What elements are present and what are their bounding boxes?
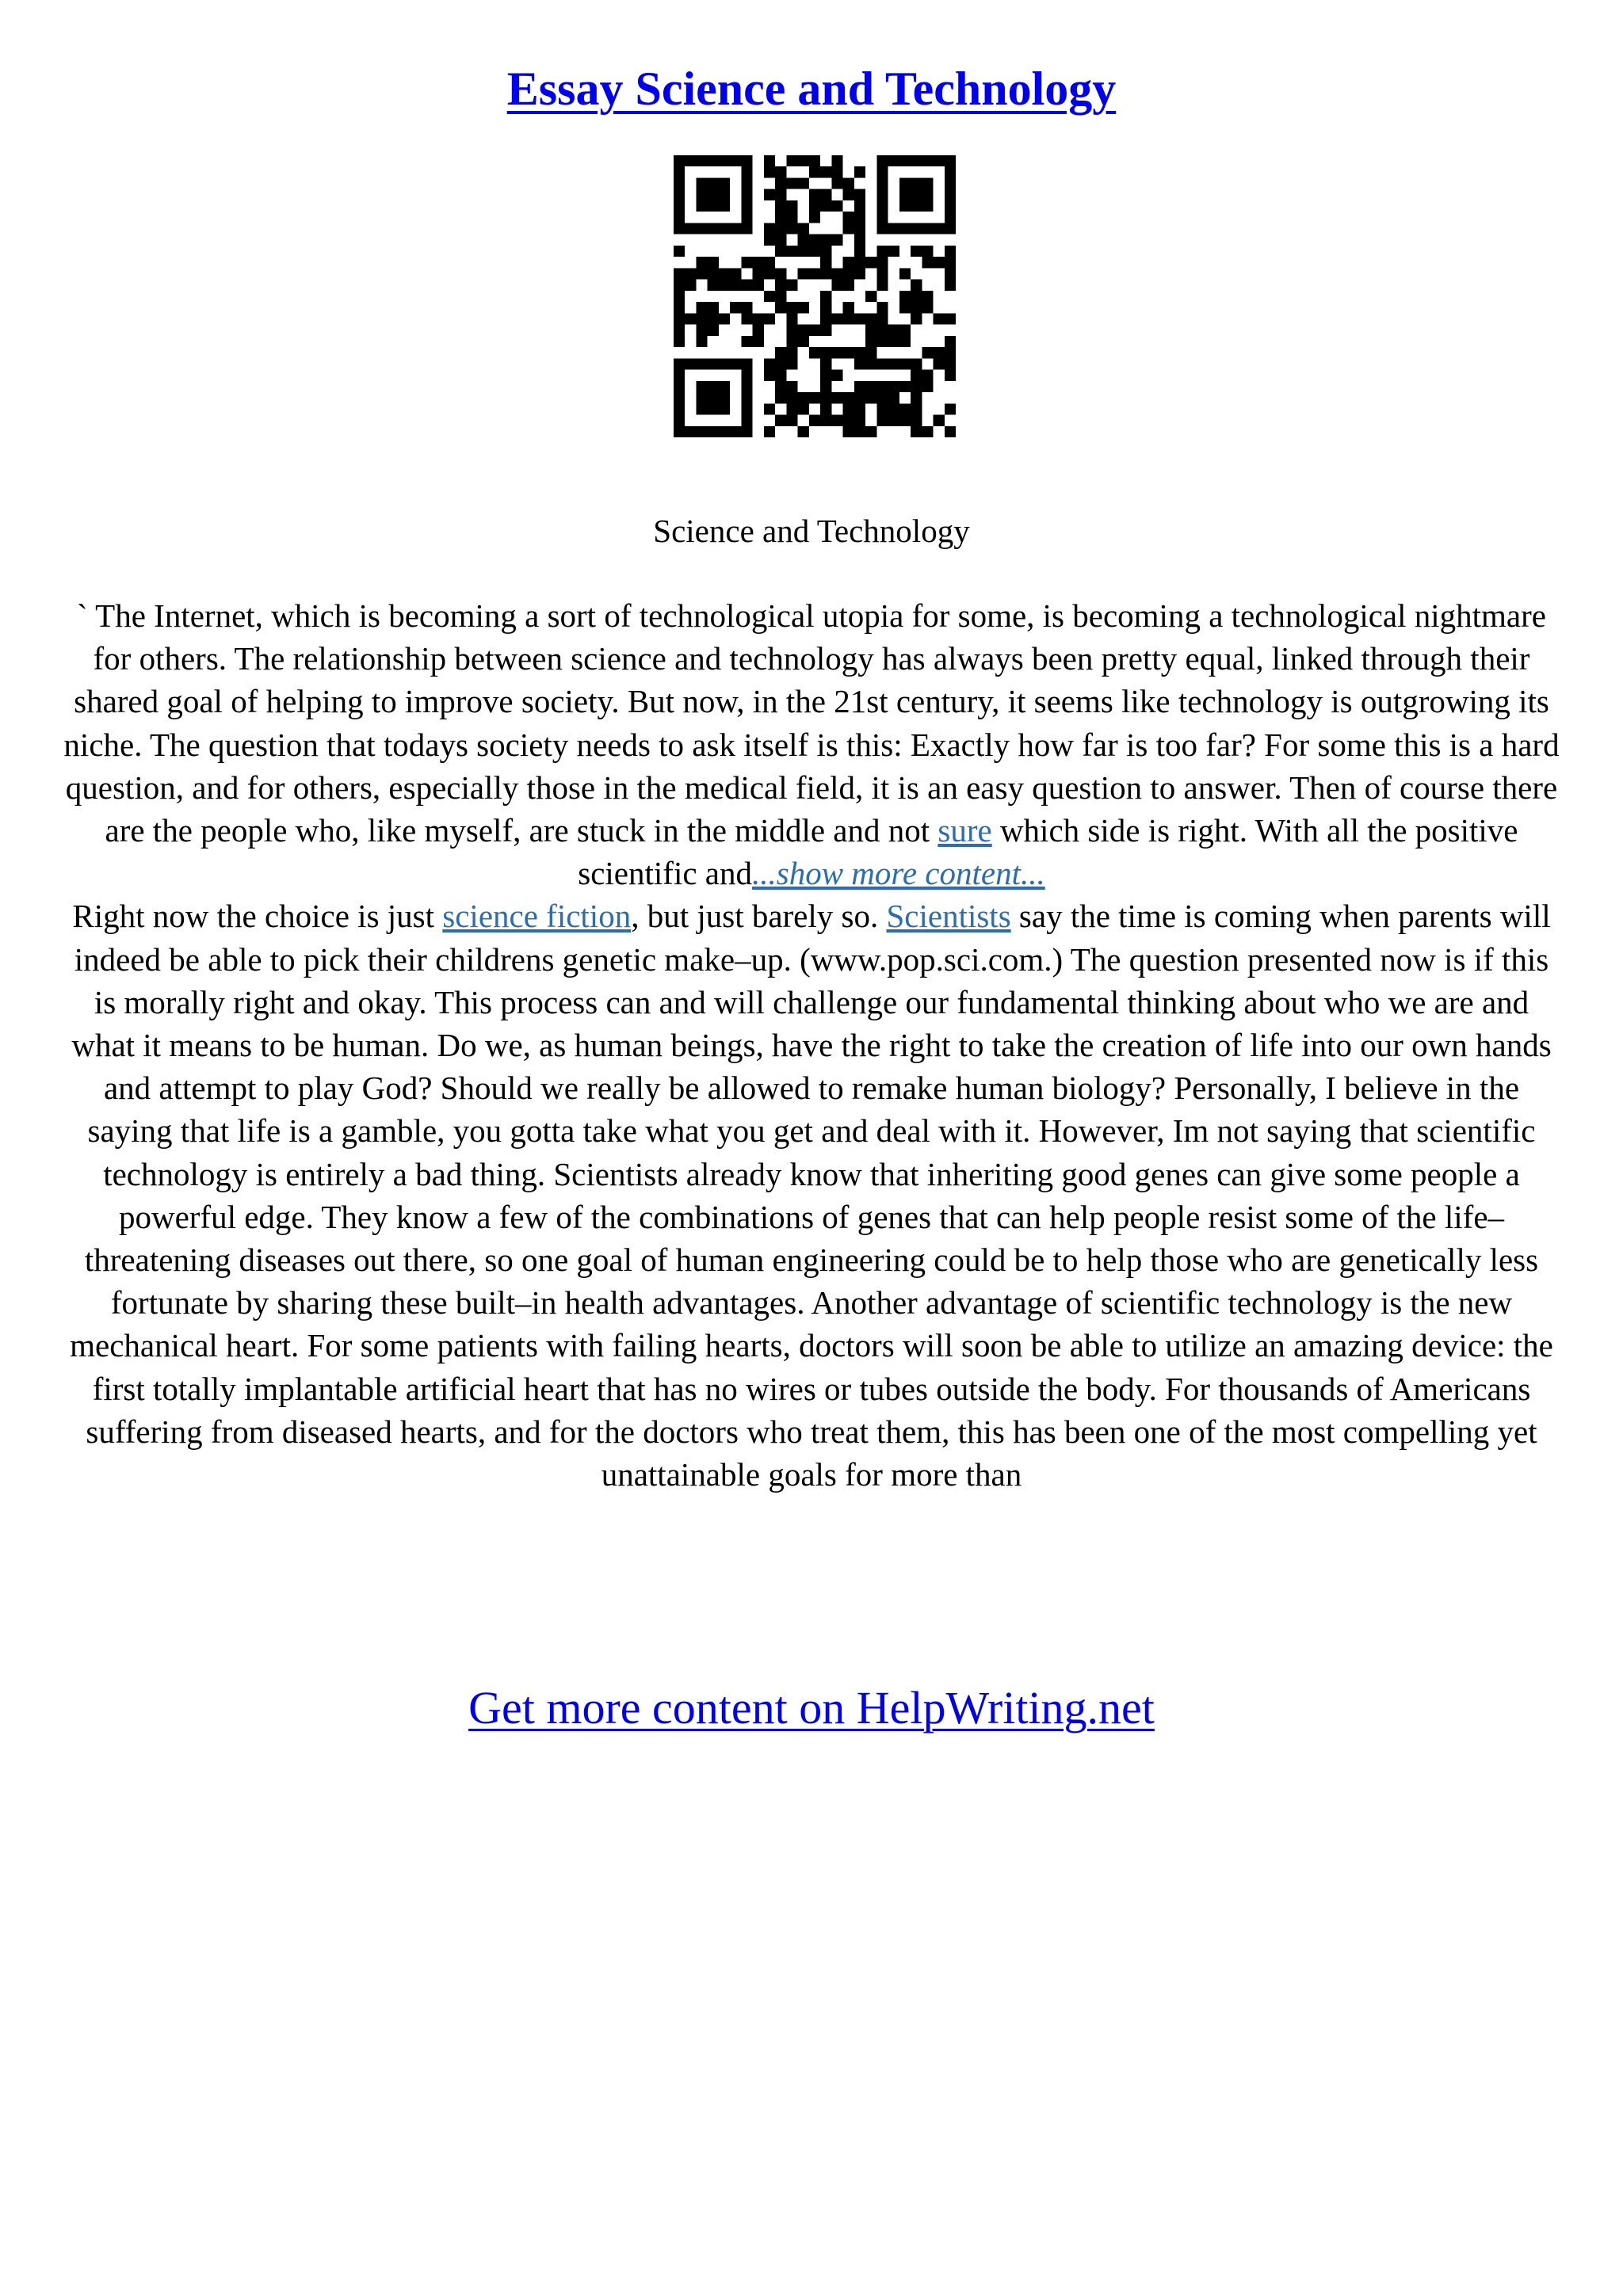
paragraph-2-text-c: say the time is coming when parents will indeed be able to pick their childrens genetic make–up. (www.pop.sci.com.) The question presented now is if this is morally right and okay. This process can and will challenge our fundamental thinking about who we are and what it means to be human. Do we, as human beings, have the right to take the creation of life into our own hands and attempt to play God? Should we really be allowed to remake human biology? Personally, I believe in the saying that life is a gamble, you gotta take what you get and deal with it. However, Im not saying that scientific technology is entirely a bad thing. Scientists already know that inheriting good genes can give some people a powerful edge. They know a few of the combinations of genes that can help people resist some of the life–threatening diseases out there, so one goal of human engineering could be to help those who are genetically less fortunate by sharing these built–in health advantages. Another advantage of scientific technology is the new mechanical heart. For some patients with failing hearts, doctors will soon be able to utilize an amazing device: the first totally implantable artificial heart that has no wires or tubes outside the body. For thousands of Americans suffering from diseased hearts, and for the doctors who treat them, this has been one of the most compelling yet unattainable goals for more than: [70, 898, 1553, 1493]
document-title: [0, 57, 1623, 120]
footer: [0, 1678, 1623, 1738]
link-science-fiction[interactable]: science fiction: [442, 898, 632, 935]
show-more-link[interactable]: ...show more content...: [751, 855, 1045, 892]
paragraph-2-text-a: Right now the choice is just: [72, 898, 443, 935]
qr-code-icon: [674, 155, 956, 437]
paragraph-1-text-b: which side is right. With all the positive scientific and: [578, 812, 1518, 892]
paragraph-2: [62, 894, 1561, 1496]
link-sure[interactable]: sure: [938, 812, 992, 849]
essay-subtitle: Science and Technology: [653, 513, 970, 549]
title-link[interactable]: Essay Science and Technology: [506, 63, 1117, 115]
paragraph-2-text-b: , but just barely so.: [631, 898, 887, 935]
essay-body: [62, 594, 1561, 1496]
paragraph-1: [62, 594, 1561, 894]
link-scientists[interactable]: Scientists: [886, 898, 1011, 935]
footer-link[interactable]: Get more content on HelpWriting.net: [468, 1682, 1155, 1733]
paragraph-1-text-a: ` The Internet, which is becoming a sort of technological utopia for some, is becoming a technological nightmare for others. The relationship between science and technology has always been pretty equal, linked through their shared goal of helping to improve society. But now, in the 21st century, it seems like technology is outgrowing its niche. The question that todays society needs to ask itself is this: Exactly how far is too far? For some this is a hard question, and for others, especially those in the medical field, it is an easy question to answer. Then of course there are the people who, like myself, are stuck in the middle and not: [63, 597, 1560, 849]
